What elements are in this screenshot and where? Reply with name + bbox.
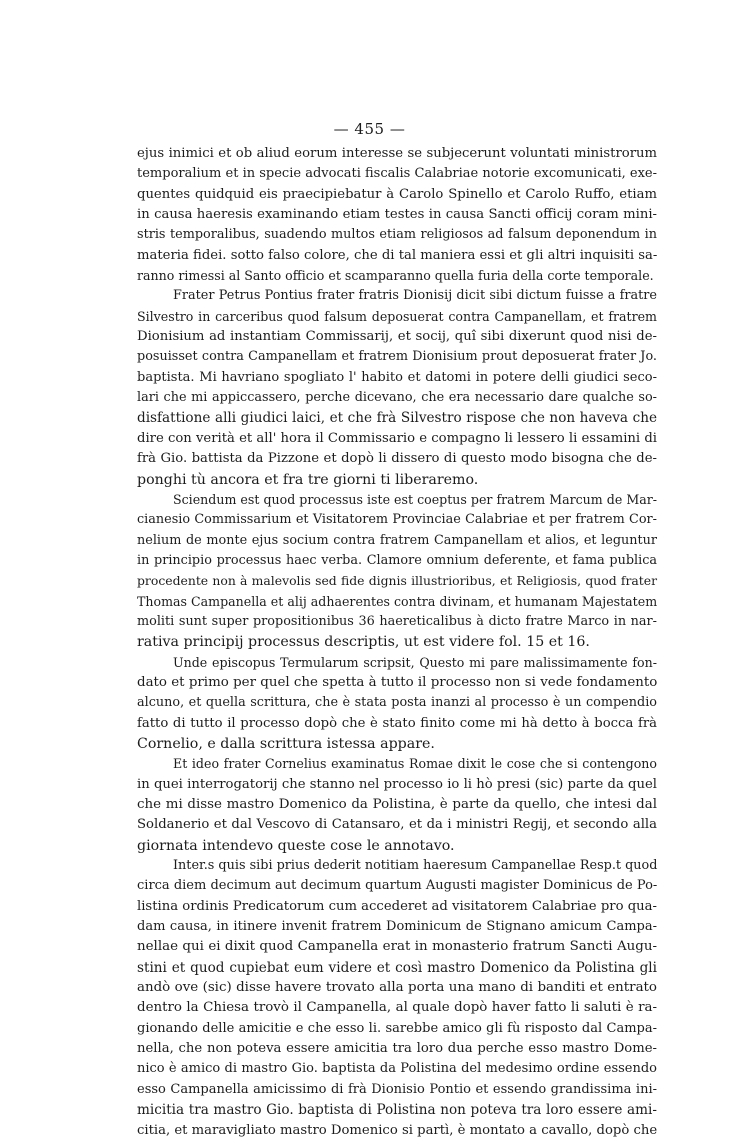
- paragraph: [137, 653, 657, 755]
- text-line: quentes quidquid eis praecipiebatur à Carolo Spinello et Carolo Ruffo, etiam: [137, 186, 657, 202]
- paragraph: [137, 144, 657, 286]
- text-line: Cornelio, e dalla scrittura istessa appare.: [137, 735, 435, 752]
- text-line: Et ideo frater Cornelius examinatus Romae dixit le cose che si contengono: [173, 756, 657, 772]
- text-line: Dionisium ad instantiam Commissarij, et socij, quî sibi dixerunt quod nisi de-: [137, 329, 657, 345]
- text-line: disfattione alli giudici laici, et che frà Silvestro rispose che non haveva che: [137, 410, 657, 427]
- text-line: nella, che non poteva essere amicitia tra loro dua perche esso mastro Dome-: [137, 1041, 657, 1057]
- text-line: rativa principij processus descriptis, ut est videre fol. 15 et 16.: [137, 634, 590, 651]
- text-line: posuisset contra Campanellam et fratrem Dionisium prout deposuerat frater Jo.: [137, 349, 657, 365]
- text-line: dato et primo per quel che spetta à tutto il processo non si vede fondamento: [137, 674, 658, 690]
- text-line: in principio processus haec verba. Clamore omnium deferente, et fama publica: [137, 552, 657, 568]
- page-number: — 455 —: [333, 120, 406, 138]
- paragraph: [137, 856, 657, 1141]
- text-line: procedente non à malevolis sed fide dignis illustrioribus, et Religiosis, quod frater: [137, 573, 657, 589]
- text-line: Inter.s quis sibi prius dederit notitiam haeresum Campanellae Resp.t quod: [173, 858, 658, 874]
- text-line: in causa haeresis examinando etiam testes in causa Sancti officij coram mini-: [137, 207, 657, 223]
- text-line: dentro la Chiesa trovò il Campanella, al quale dopò haver fatto li saluti è ra-: [137, 1000, 657, 1016]
- text-line: nelium de monte ejus socium contra fratrem Campanellam et alios, et leguntur: [137, 532, 657, 548]
- text-line: Silvestro in carceribus quod falsum deposuerat contra Campanellam, et fratrem: [137, 308, 657, 324]
- text-line: lari che mi appiccassero, perche dicevano, che era necessario dare qualche so-: [137, 390, 657, 406]
- text-line: dam causa, in itinere invenit fratrem Dominicum de Stignano amicum Campa-: [137, 919, 657, 935]
- text-line: frà Gio. battista da Pizzone et dopò li dissero di questo modo bisogna che de-: [137, 451, 657, 467]
- text-line: circa diem decimum aut decimum quartum Augusti magister Dominicus de Po-: [137, 878, 658, 894]
- text-line: stris temporalibus, suadendo multos etiam religiosos ad falsum deponendum in: [137, 227, 657, 243]
- text-line: nellae qui ei dixit quod Campanella erat in monasterio fratrum Sancti Augu-: [137, 939, 657, 955]
- text-line: Frater Petrus Pontius frater fratris Dionisij dicit sibi dictum fuisse a fratre: [173, 288, 657, 304]
- text-line: ejus inimici et ob aliud eorum interesse se subjecerunt voluntati ministrorum: [137, 146, 657, 161]
- text-line: ponghi tù ancora et fra tre giorni ti liberaremo.: [137, 471, 479, 488]
- text-line: listina ordinis Predicatorum cum accederet ad visitatorem Calabriae pro qua-: [137, 898, 657, 914]
- text-line: cianesio Commissarium et Visitatorem Provinciae Calabriae et per fratrem Cor-: [137, 512, 657, 528]
- text-line: Thomas Campanella et alij adhaerentes contra divinam, et humanam Majestatem: [137, 593, 658, 609]
- text-line: nico è amico di mastro Gio. baptista da Polistina del medesimo ordine essendo: [137, 1061, 657, 1077]
- text-line: citia, et maravigliato mastro Domenico si partì, è montato a cavallo, dopò che: [137, 1122, 658, 1138]
- paragraph: [137, 490, 657, 653]
- text-line: micitia tra mastro Gio. baptista di Polistina non poteva tra loro essere ami-: [137, 1102, 657, 1119]
- text-line: baptista. Mi havriano spogliato l' habito et datomi in potere delli giudici seco-: [137, 369, 657, 385]
- text-line: che mi disse mastro Domenico da Polistina, è parte da quello, che intesi dal: [137, 797, 657, 812]
- text-line: andò ove (sic) disse havere trovato alla porta una mano di banditi et entrato: [137, 980, 657, 996]
- text-line: materia fidei. sotto falso colore, che di tal maniera essi et gli altri inquisiti sa-: [137, 247, 658, 263]
- text-line: giornata intendevo queste cose le annotavo.: [137, 837, 455, 854]
- text-line: stini et quod cupiebat eum videre et così mastro Domenico da Polistina gli: [137, 959, 657, 976]
- text-line: Sciendum est quod processus iste est coeptus per fratrem Marcum de Mar-: [173, 491, 657, 507]
- paragraph: [137, 286, 657, 489]
- text-line: esso Campanella amicissimo di frà Dionisio Pontio et essendo grandissima ini-: [137, 1081, 657, 1097]
- text-line: fatto di tutto il processo dopò che è stato finito come mi hà detto à bocca frà: [137, 715, 657, 731]
- text-line: gionando delle amicitie e che esso li. sarebbe amico gli fù risposto dal Campa-: [137, 1020, 657, 1036]
- text-line: ranno rimessi al Santo officio et scamparanno quella furia della corte temporale.: [137, 268, 654, 284]
- text-line: moliti sunt super propositionibus 36 haereticalibus à dicto fratre Marco in nar-: [137, 613, 657, 629]
- text-line: alcuno, et quella scrittura, che è stata posta inanzi al processo è un compendio: [137, 695, 657, 711]
- text-line: Unde episcopus Termularum scripsit, Questo mi pare malissimamente fon-: [173, 654, 657, 670]
- text-line: temporalium et in specie advocati fiscalis Calabriae notorie excomunicati, exe-: [137, 166, 657, 182]
- text-line: Soldanerio et dal Vescovo di Catansaro, et da i ministri Regij, et secondo alla: [137, 817, 657, 833]
- body-text: [137, 144, 657, 1141]
- text-line: in quei interrogatorij che stanno nel processo io li hò presi (sic) parte da quel: [137, 776, 657, 792]
- text-line: dire con verità et all' hora il Commissario e compagno li lessero li essamini di: [137, 430, 657, 446]
- paragraph: [137, 754, 657, 856]
